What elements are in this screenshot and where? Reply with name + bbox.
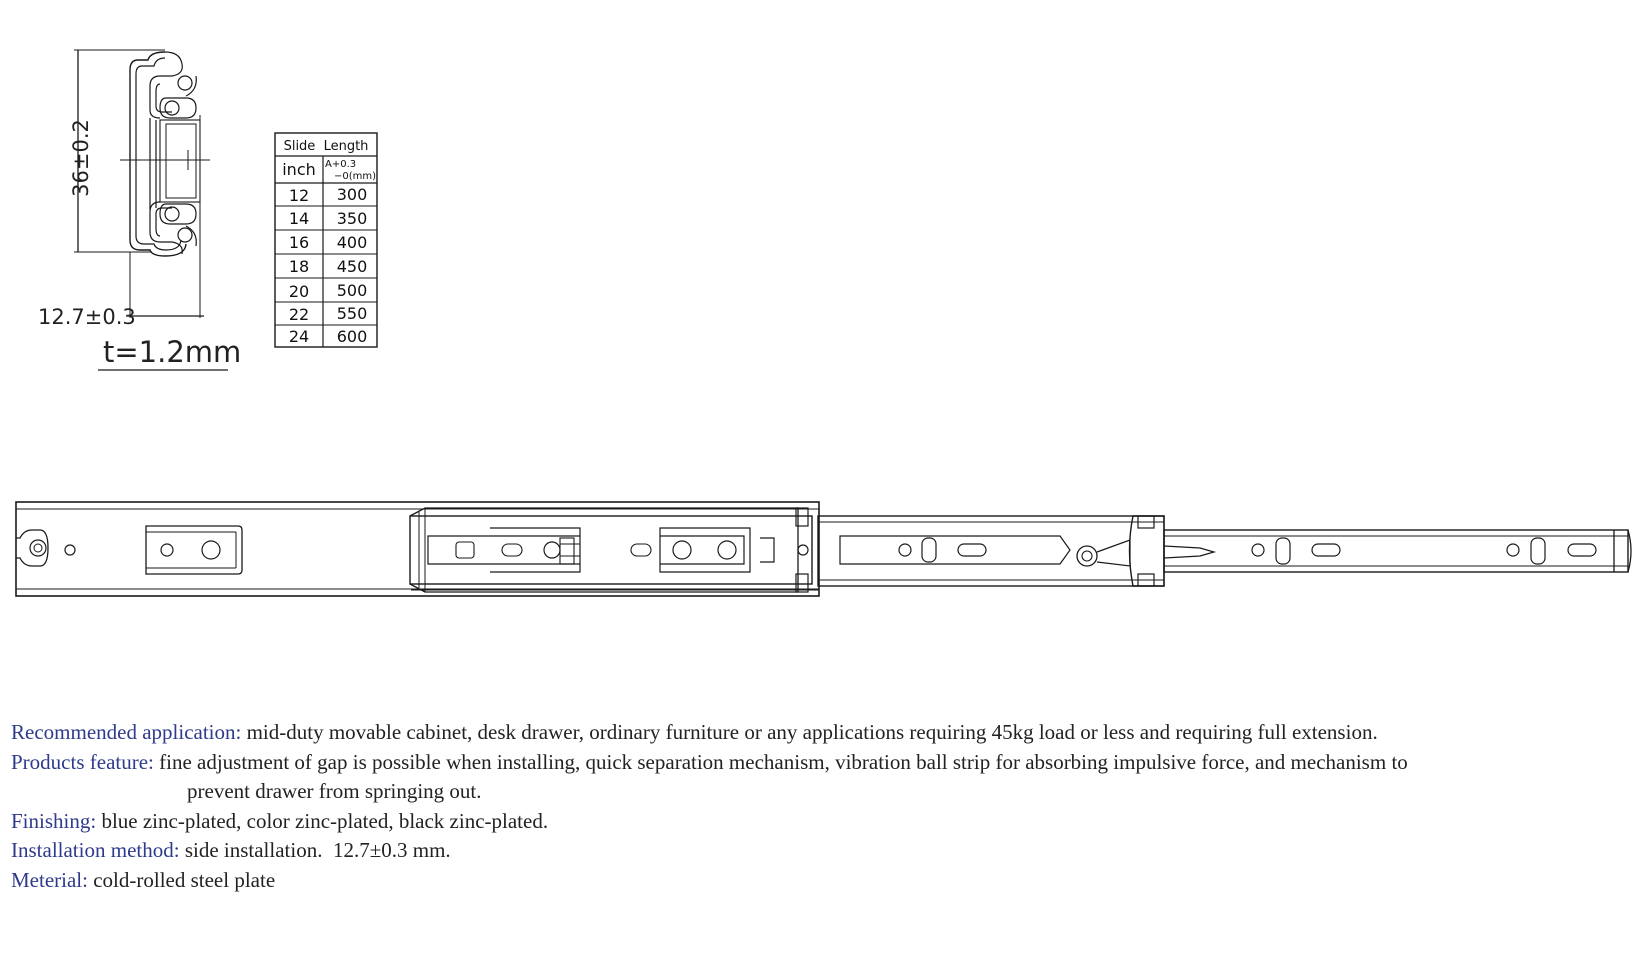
spec-installation	[11, 836, 1611, 866]
table-row	[289, 209, 367, 228]
table-inch-header: inch	[282, 160, 316, 179]
spec-feature-continued	[11, 777, 1611, 807]
table-cell-mm: 400	[336, 233, 368, 252]
table-cell-mm: 300	[336, 185, 368, 204]
spec-material	[11, 866, 1611, 896]
spec-value: side installation. 12.7±0.3 mm.	[184, 838, 451, 862]
spec-label: Meterial:	[11, 867, 88, 892]
slide-length-table	[275, 133, 377, 347]
slide-side-view	[16, 502, 1631, 596]
thickness-dimension: t=1.2mm	[103, 335, 242, 369]
spec-value: blue zinc-plated, color zinc-plated, black zinc-plated.	[101, 808, 549, 833]
table-cell-inch: 24	[288, 327, 310, 346]
table-row	[289, 281, 367, 301]
table-cell-inch: 22	[288, 305, 310, 324]
table-row	[289, 185, 367, 205]
table-title: Slide Length	[283, 139, 369, 154]
table-row	[289, 327, 367, 346]
offset-dimension: 12.7±0.3	[38, 305, 136, 329]
table-cell-mm: 500	[336, 281, 368, 300]
table-cell-inch: 16	[288, 233, 310, 252]
table-cell-inch: 14	[288, 209, 310, 228]
table-cell-mm: 350	[336, 209, 368, 228]
spec-application	[11, 718, 1611, 748]
table-mm-header-1: A+0.3	[325, 159, 357, 170]
table-cell-inch: 20	[288, 282, 310, 301]
table-cell-mm: 600	[336, 327, 368, 346]
table-cell-mm: 550	[336, 304, 368, 323]
spec-list	[11, 718, 1611, 895]
spec-label: Finishing:	[11, 808, 97, 833]
table-row	[289, 257, 367, 276]
spec-feature	[11, 748, 1611, 778]
table-mm-header-2: −0(mm)	[334, 171, 377, 182]
table-cell-inch: 12	[288, 186, 310, 205]
table-cell-inch: 18	[288, 257, 310, 276]
spec-finishing	[11, 807, 1611, 837]
spec-value: cold-rolled steel plate	[93, 867, 276, 892]
spec-value: prevent drawer from springing out.	[187, 779, 482, 803]
spec-label: Products feature:	[11, 749, 154, 774]
table-row	[289, 304, 367, 324]
spec-value: mid-duty movable cabinet, desk drawer, ordinary furniture or any applications requiring 45kg load or less and requiring full extension.	[246, 720, 1378, 744]
spec-label: Recommended application:	[11, 720, 242, 744]
table-cell-mm: 450	[336, 257, 368, 276]
height-dimension: 36±0.2	[69, 119, 93, 197]
spec-value: fine adjustment of gap is possible when installing, quick separation mechanism, vibration ball strip for absorbing impulsive force, and mechanism to	[159, 749, 1408, 774]
table-row	[289, 233, 367, 252]
spec-label: Installation method:	[11, 838, 180, 862]
cross-section-profile	[38, 50, 241, 370]
